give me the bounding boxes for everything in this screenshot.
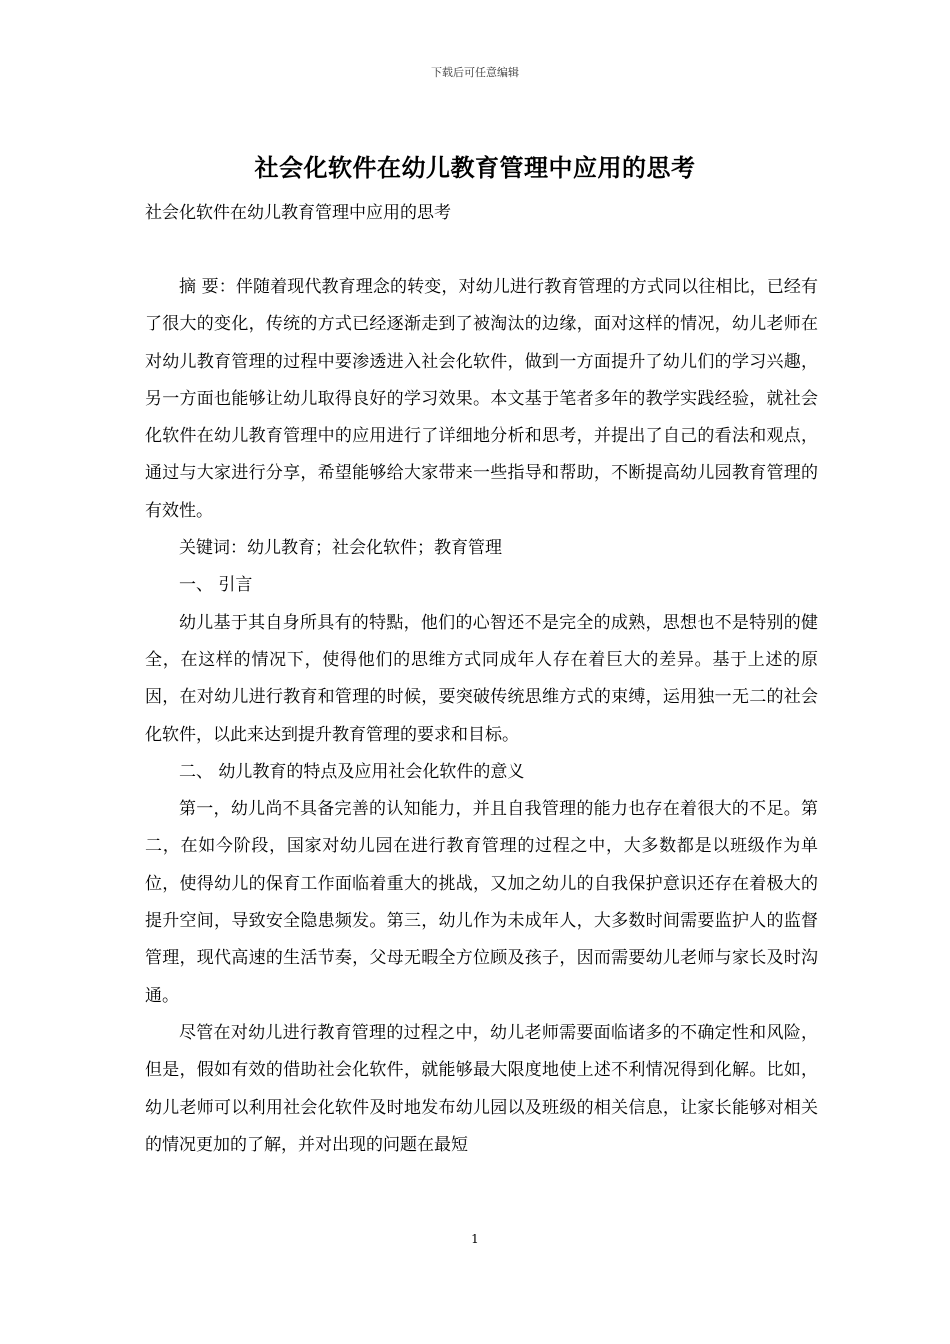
document-title: 社会化软件在幼儿教育管理中应用的思考 — [254, 154, 696, 182]
body-paragraph: 尽管在对幼儿进行教育管理的过程之中，幼儿老师需要面临诸多的不确定性和风险，但是，假如有效的借助社会化软件，就能够最大限度地使上述不利情况得到化解。比如，幼儿老师可以利用社会化软件及时地发布幼儿园以及班级的相关信息，让家长能够对相关的情况更加的了解，并对出现的问题在最短 — [145, 1022, 818, 1155]
section-heading-introduction: 一、 引言 — [179, 575, 253, 596]
page-number: 1 — [471, 1232, 479, 1246]
keywords-paragraph: 关键词：幼儿教育；社会化软件；教育管理 — [179, 538, 502, 559]
abstract-paragraph: 摘 要：伴随着现代教育理念的转变，对幼儿进行教育管理的方式同以往相比，已经有了很大的变化，传统的方式已经逐渐走到了被淘汰的边缘，面对这样的情况，幼儿老师在对幼儿教育管理的过程中要渗透进入社会化软件，做到一方面提升了幼儿们的学习兴趣，另一方面也能够让幼儿取得良好的学习效果。本文基于笔者多年的教学实践经验，就社会化软件在幼儿教育管理中的应用进行了详细地分析和思考，并提出了自己的看法和观点，通过与大家进行分享，希望能够给大家带来一些指导和帮助，不断提高幼儿园教育管理的有效性。 — [145, 277, 818, 521]
characteristics-paragraph: 第一，幼儿尚不具备完善的认知能力，并且自我管理的能力也存在着很大的不足。第二，在如今阶段，国家对幼儿园在进行教育管理的过程之中，大多数都是以班级作为单位，使得幼儿的保育工作面临着重大的挑战，又加之幼儿的自我保护意识还存在着极大的提升空间，导致安全隐患频发。第三，幼儿作为未成年人，大多数时间需要监护人的监督管理，现代高速的生活节奏，父母无暇全方位顾及孩子，因而需要幼儿老师与家长及时沟通。 — [145, 799, 818, 1006]
section-heading-characteristics: 二、 幼儿教育的特点及应用社会化软件的意义 — [179, 761, 525, 782]
document-subtitle: 社会化软件在幼儿教育管理中应用的思考 — [145, 203, 451, 223]
introduction-paragraph: 幼儿基于其自身所具有的特點，他们的心智还不是完全的成熟，思想也不是特别的健全，在这样的情况下，使得他们的思维方式同成年人存在着巨大的差异。基于上述的原因，在对幼儿进行教育和管理的时候，要突破传统思维方式的束缚，运用独一无二的社会化软件，以此来达到提升教育管理的要求和目标。 — [145, 612, 818, 745]
document-body — [145, 269, 818, 1164]
page-header: 下载后可任意编辑 — [431, 66, 519, 79]
